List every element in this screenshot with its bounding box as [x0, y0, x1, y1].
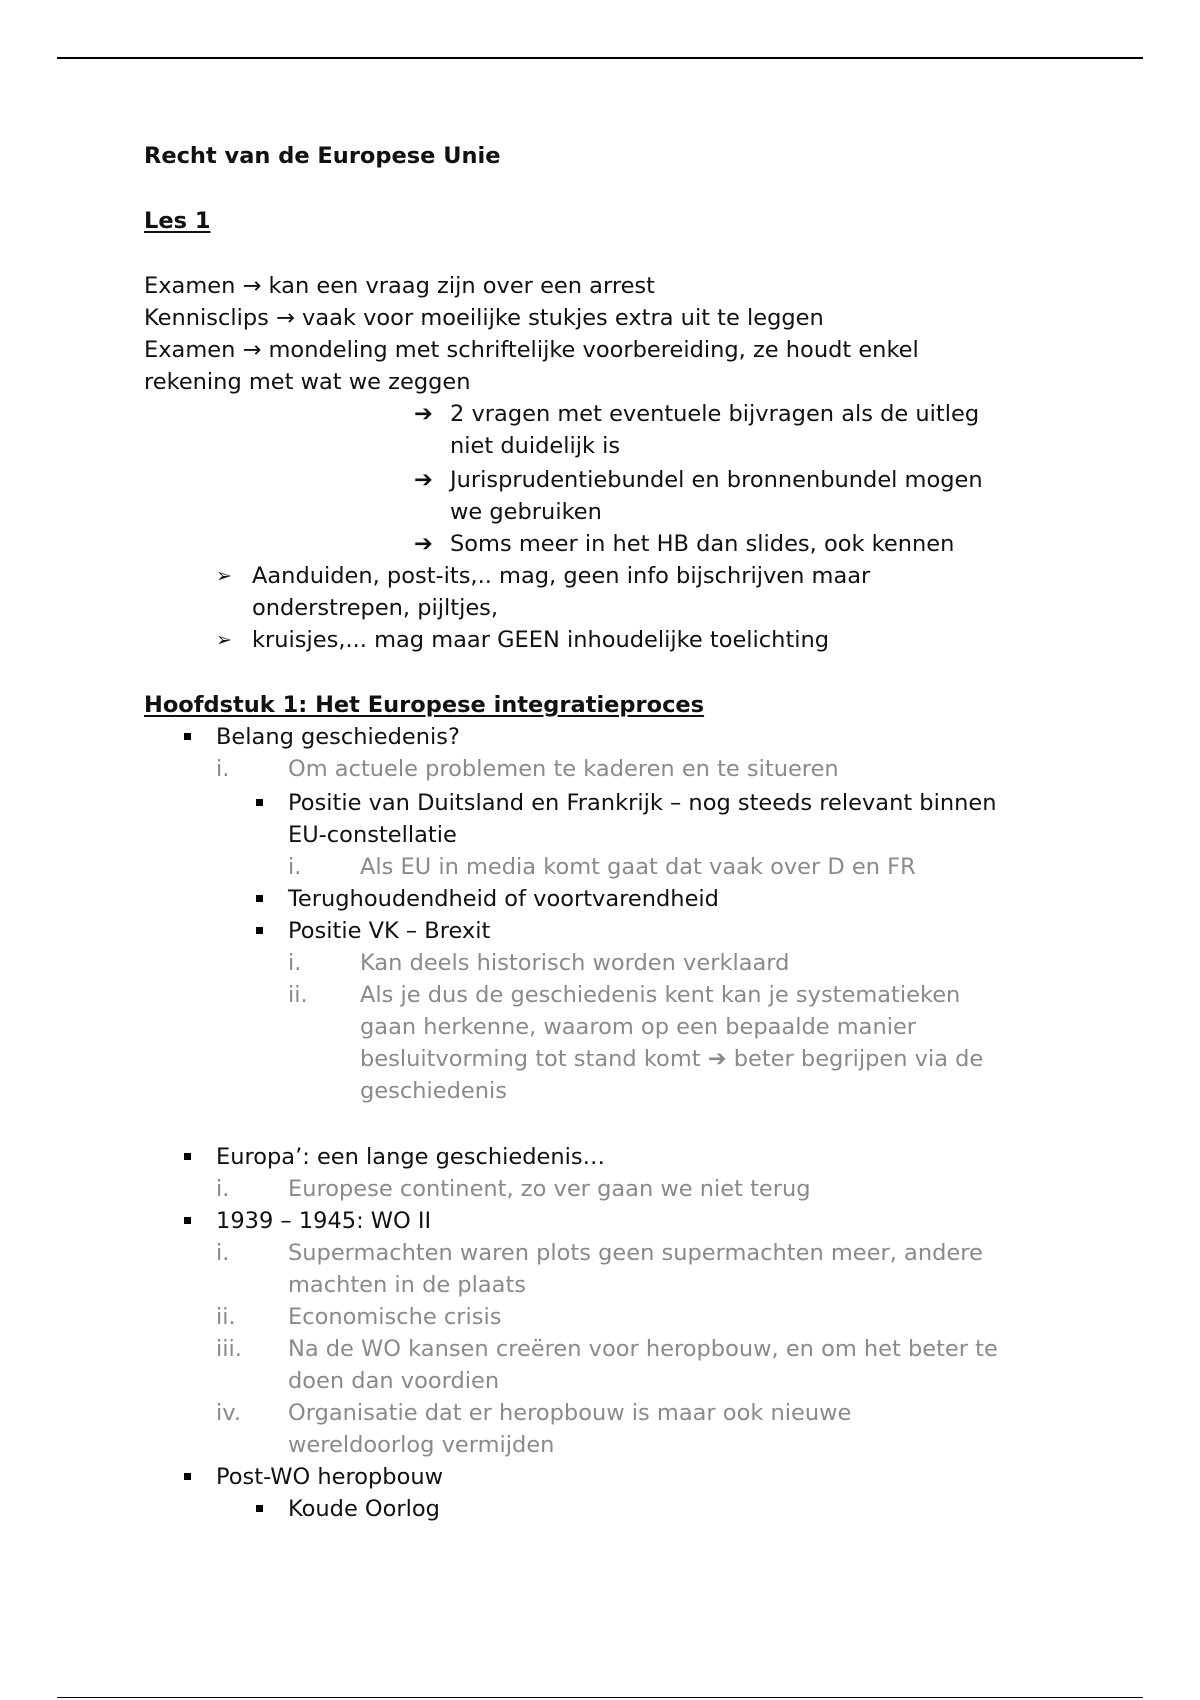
square-bullet-icon — [256, 927, 263, 934]
square-bullet-icon — [184, 1153, 191, 1160]
list-item: Europa’: een lange geschiedenis… — [216, 1144, 606, 1170]
roman-numeral: i. — [288, 950, 302, 976]
intro-line: Kennisclips → vaak voor moeilijke stukjes extra uit te leggen — [144, 302, 824, 334]
chapter-heading: Hoofdstuk 1: Het Europese integratieproces — [144, 692, 705, 718]
list-item: 1939 – 1945: WO II — [216, 1208, 432, 1234]
bold-arrow-icon: ➔ — [414, 467, 433, 493]
arrow-point: Jurisprudentiebundel en bronnenbundel mogen — [450, 467, 983, 493]
bold-arrow-icon: ➔ — [707, 1046, 727, 1072]
list-item: Koude Oorlog — [288, 1496, 440, 1522]
sub-item: Als EU in media komt gaat dat vaak over D en FR — [360, 854, 916, 880]
sub-item: Economische crisis — [288, 1304, 502, 1330]
intro-line: Examen → kan een vraag zijn over een arrest — [144, 270, 655, 302]
chevron-point: kruisjes,... mag maar GEEN inhoudelijke toelichting — [252, 627, 830, 653]
sub-item-continued: machten in de plaats — [288, 1272, 527, 1298]
sub-item-continued: wereldoorlog vermijden — [288, 1432, 555, 1458]
list-item: Positie VK – Brexit — [288, 918, 491, 944]
sub-item-continued: besluitvorming tot stand komt ➔ beter begrijpen via de — [360, 1043, 983, 1075]
lesson-heading: Les 1 — [144, 208, 211, 234]
arrow-icon: → — [276, 305, 295, 331]
square-bullet-icon — [184, 733, 191, 740]
roman-numeral: iv. — [216, 1400, 241, 1426]
chevron-bullet-icon: ➢ — [216, 565, 232, 587]
roman-numeral: iii. — [216, 1336, 242, 1362]
sub-item: Na de WO kansen creëren voor heropbouw, en om het beter te — [288, 1336, 998, 1362]
list-item: Belang geschiedenis? — [216, 724, 460, 750]
arrow-point: 2 vragen met eventuele bijvragen als de uitleg — [450, 401, 980, 427]
footer-rule — [57, 1697, 1143, 1698]
arrow-point: Soms meer in het HB dan slides, ook kennen — [450, 531, 955, 557]
sub-item-continued: geschiedenis — [360, 1078, 507, 1104]
sub-item: Europese continent, zo ver gaan we niet terug — [288, 1176, 811, 1202]
roman-numeral: i. — [288, 854, 302, 880]
arrow-point-continued: we gebruiken — [450, 499, 602, 525]
square-bullet-icon — [184, 1473, 191, 1480]
roman-numeral: i. — [216, 756, 230, 782]
sub-item-continued: gaan herkenne, waarom op een bepaalde manier — [360, 1014, 917, 1040]
document-title: Recht van de Europese Unie — [144, 143, 501, 169]
header-rule — [57, 57, 1143, 59]
sub-item: Organisatie dat er heropbouw is maar ook nieuwe — [288, 1400, 852, 1426]
intro-line-continued: rekening met wat we zeggen — [144, 369, 471, 395]
chevron-point: Aanduiden, post-its,.. mag, geen info bijschrijven maar — [252, 563, 871, 589]
arrow-icon: → — [242, 273, 262, 299]
sub-item: Als je dus de geschiedenis kent kan je systematieken — [360, 982, 961, 1008]
square-bullet-icon — [256, 895, 263, 902]
roman-numeral: ii. — [288, 982, 308, 1008]
chevron-bullet-icon: ➢ — [216, 629, 232, 651]
sub-item: Om actuele problemen te kaderen en te situeren — [288, 756, 839, 782]
sub-item: Kan deels historisch worden verklaard — [360, 950, 790, 976]
chevron-point-continued: onderstrepen, pijltjes, — [252, 595, 499, 621]
roman-numeral: i. — [216, 1176, 230, 1202]
list-item: Post-WO heropbouw — [216, 1464, 444, 1490]
square-bullet-icon — [256, 1505, 263, 1512]
bold-arrow-icon: ➔ — [414, 531, 433, 557]
square-bullet-icon — [184, 1217, 191, 1224]
square-bullet-icon — [256, 799, 263, 806]
roman-numeral: ii. — [216, 1304, 236, 1330]
list-item: Positie van Duitsland en Frankrijk – nog steeds relevant binnen — [288, 790, 997, 816]
arrow-point-continued: niet duidelijk is — [450, 433, 621, 459]
list-item-continued: EU-constellatie — [288, 822, 457, 848]
roman-numeral: i. — [216, 1240, 230, 1266]
intro-line: Examen → mondeling met schriftelijke voorbereiding, ze houdt enkel — [144, 334, 919, 366]
sub-item: Supermachten waren plots geen supermachten meer, andere — [288, 1240, 983, 1266]
arrow-icon: → — [242, 337, 262, 363]
list-item: Terughoudendheid of voortvarendheid — [288, 886, 719, 912]
bold-arrow-icon: ➔ — [414, 401, 433, 427]
sub-item-continued: doen dan voordien — [288, 1368, 500, 1394]
